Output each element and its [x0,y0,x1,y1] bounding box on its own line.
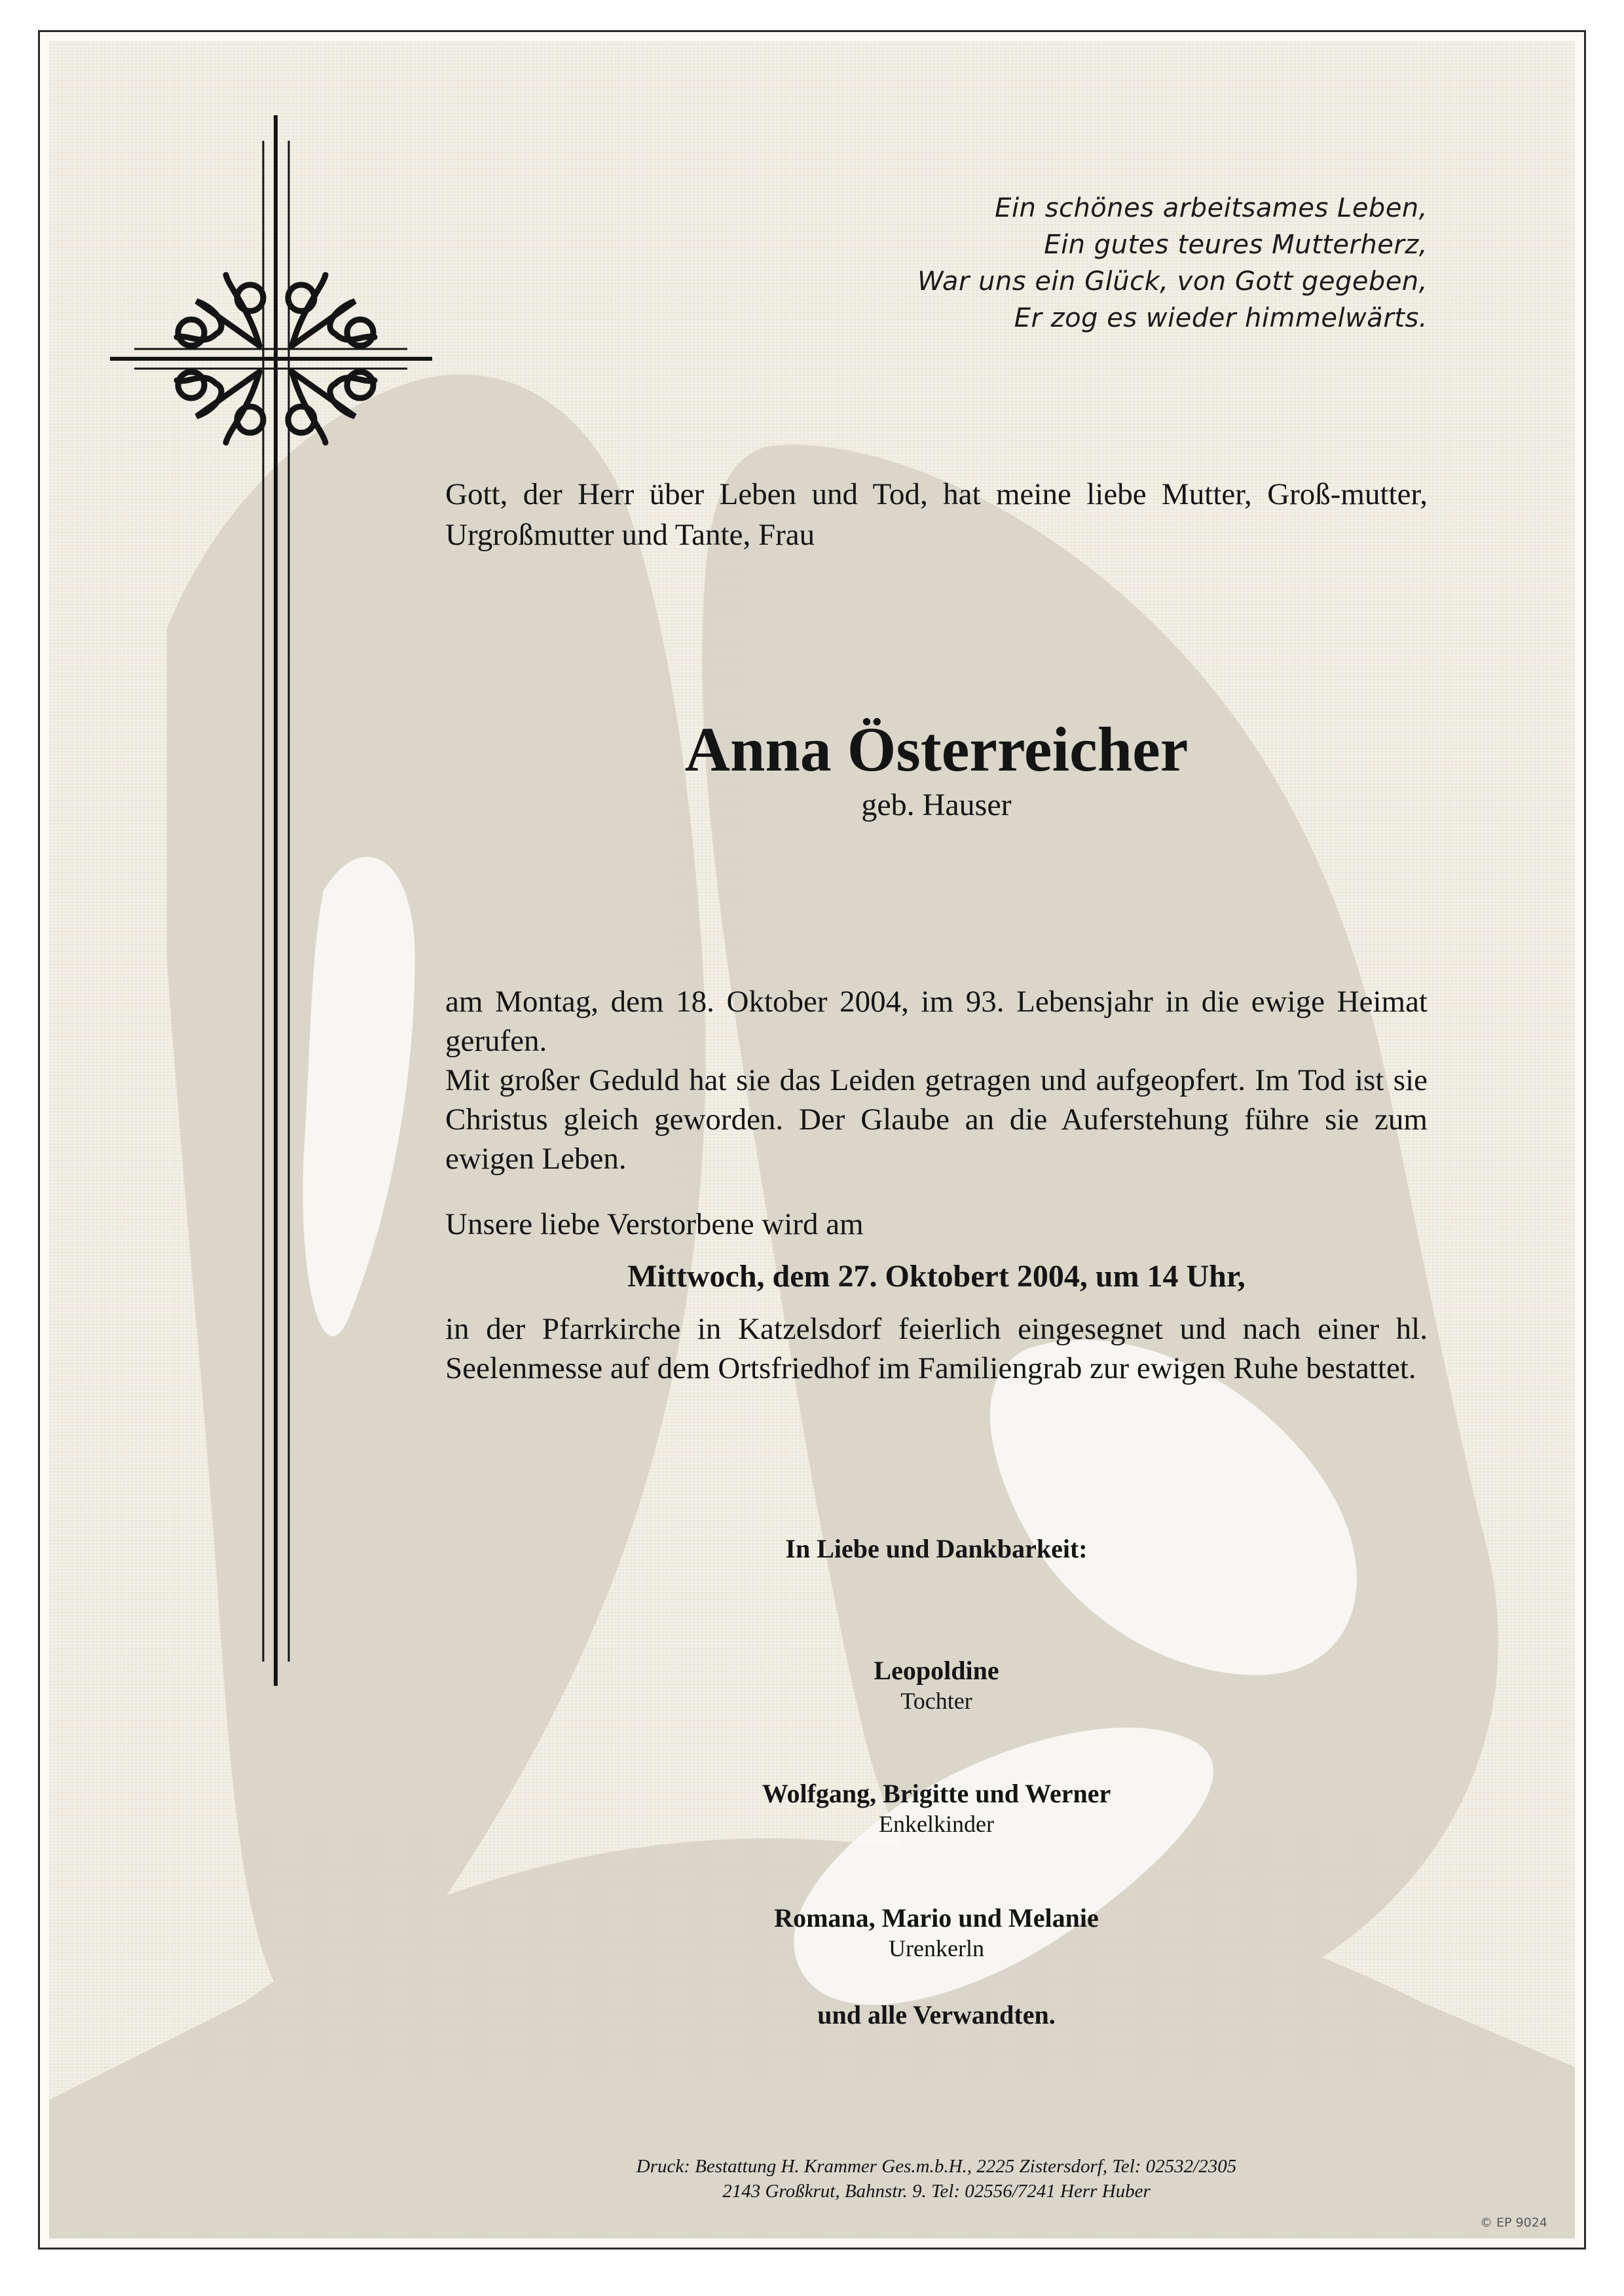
printer-info [445,2154,1428,2204]
funeral-date: Mittwoch, dem 27. Oktobert 2004, um 14 Uhr, [627,1259,1246,1294]
announcement-paragraph [445,982,1428,1178]
printer-line: 2143 Großkrut, Bahnstr. 9. Tel: 02556/7241 Herr Huber [722,2181,1151,2202]
intro-paragraph: Gott, der Herr über Leben und Tod, hat meine liebe Mutter, Groß-mutter, Urgroßmutter und Tante, Frau [445,477,1428,552]
mourner-relation: Tochter [900,1688,972,1714]
faith-line: Mit großer Geduld hat sie das Leiden getragen und aufgeopfert. Im Tod ist sie Christus gleich geworden. Der Glaube an die Auferstehung führe sie zum ewigen Leben. [445,1063,1428,1176]
poem-line: Er zog es wieder himmelwärts. [1014,303,1428,333]
memorial-poem [917,190,1428,337]
deceased-name: Anna Österreicher [684,714,1189,784]
mourner-relation: Enkelkinder [879,1811,994,1837]
closing-line: und alle Verwandten. [817,2000,1056,2030]
printer-line: Druck: Bestattung H. Krammer Ges.m.b.H., 2225 Zistersdorf, Tel: 02532/2305 [636,2156,1237,2177]
copyright-mark: © EP 9024 [1480,2215,1547,2230]
mourner-group [445,1655,1428,1715]
mourner-names: Wolfgang, Brigitte und Werner [762,1779,1111,1808]
mourner-names: Leopoldine [874,1656,999,1685]
burial-details: in der Pfarrkirche in Katzelsdorf feierlich eingesegnet und nach einer hl. Seelenmesse auf dem Ortsfriedhof im Familiengrab zur ewigen Ruhe bestattet. [445,1312,1428,1385]
maiden-name: geb. Hauser [861,788,1012,822]
poem-line: Ein schönes arbeitsames Leben, [995,193,1428,223]
mourner-names: Romana, Mario und Melanie [774,1903,1099,1933]
mourner-group [445,1903,1428,1963]
burial-intro: Unsere liebe Verstorbene wird am [445,1207,864,1241]
mourner-group [445,1778,1428,1838]
mourner-relation: Urenkerln [889,1935,984,1961]
death-line: am Montag, dem 18. Oktober 2004, im 93. Lebensjahr in die ewige Heimat gerufen. [445,985,1428,1058]
mourners-heading: In Liebe und Dankbarkeit: [785,1534,1088,1563]
poem-line: War uns ein Glück, von Gott gegeben, [917,266,1428,297]
poem-line: Ein gutes teures Mutterherz, [1044,230,1428,260]
